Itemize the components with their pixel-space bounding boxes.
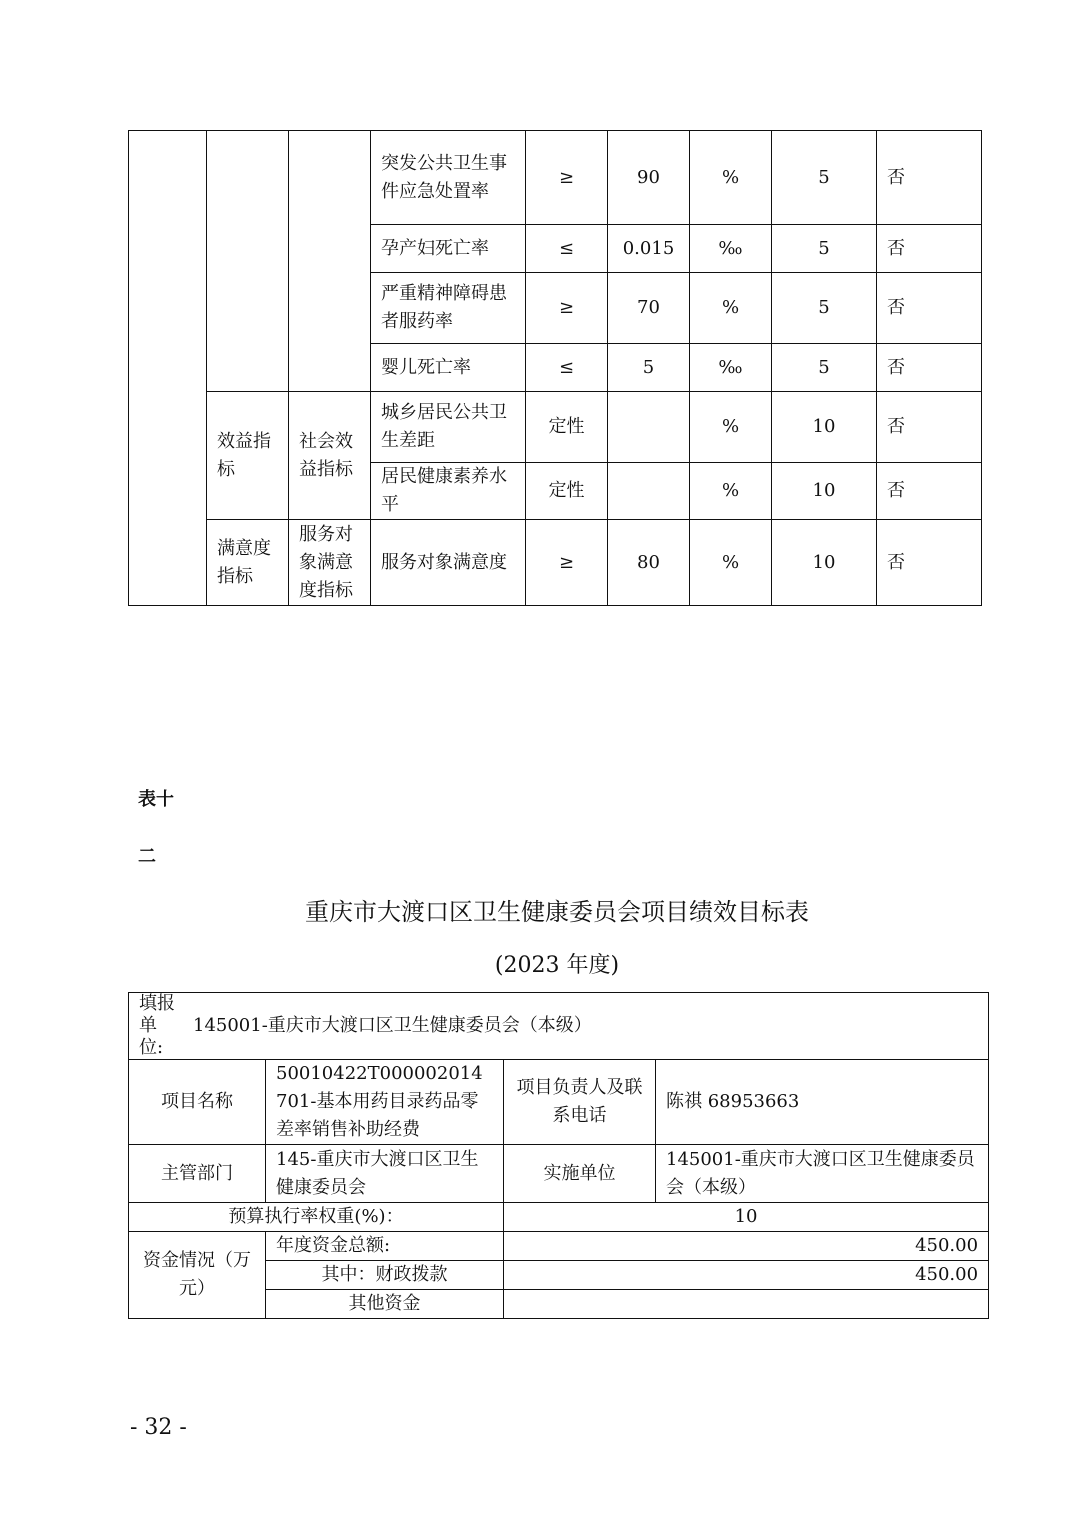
unit: % [690,131,772,225]
operator: ≥ [526,520,608,606]
dept-value: 145-重庆市大渡口区卫生健康委员会 [266,1145,504,1203]
flag: 否 [877,344,982,392]
operator: ≥ [526,273,608,344]
indicator-name: 严重精神障碍患者服药率 [371,273,526,344]
weight: 5 [772,273,877,344]
table-row [129,1145,989,1203]
operator: ≤ [526,225,608,273]
category-level1: 满意度指标 [207,520,289,606]
indicator-name: 服务对象满意度 [371,520,526,606]
unit: % [690,463,772,520]
unit: ‰ [690,344,772,392]
fiscal-funds-label: 其中：财政拨款 [266,1261,504,1290]
operator: 定性 [526,392,608,463]
indicator-name: 婴儿死亡率 [371,344,526,392]
target-value: 5 [608,344,690,392]
other-funds-value [504,1290,989,1319]
flag: 否 [877,131,982,225]
target-value [608,392,690,463]
target-value: 70 [608,273,690,344]
flag: 否 [877,392,982,463]
fill-unit-cell [129,993,989,1060]
page-number: - 32 - [130,1415,187,1440]
operator: ≤ [526,344,608,392]
table-row [129,1060,989,1145]
fill-unit-label: 填报单位: [139,993,175,1058]
budget-weight-label: 预算执行率权重(%)： [129,1203,504,1232]
fiscal-funds-value: 450.00 [504,1261,989,1290]
table-row [129,520,982,606]
impl-unit-label: 实施单位 [504,1145,656,1203]
target-value: 90 [608,131,690,225]
indicator-name: 突发公共卫生事件应急处置率 [371,131,526,225]
project-info-table [128,992,989,1319]
table-row [129,392,982,463]
category-level1: 效益指标 [207,392,289,520]
dept-label: 主管部门 [129,1145,266,1203]
table-row [129,1232,989,1261]
operator: 定性 [526,463,608,520]
table-row [129,1203,989,1232]
target-value: 80 [608,520,690,606]
impl-unit-value: 145001-重庆市大渡口区卫生健康委员会（本级） [656,1145,989,1203]
indicator-table-continued [128,130,982,606]
weight: 10 [772,463,877,520]
annual-total-label: 年度资金总额: [266,1232,504,1261]
contact-value: 陈祺 68953663 [656,1060,989,1145]
budget-weight-value: 10 [504,1203,989,1232]
unit: % [690,520,772,606]
table-number-label: 表十 [138,789,174,810]
weight: 10 [772,392,877,463]
flag: 否 [877,273,982,344]
table-row [129,131,982,225]
unit: ‰ [690,225,772,273]
indicator-name: 城乡居民公共卫生差距 [371,392,526,463]
weight: 5 [772,131,877,225]
indicator-name: 居民健康素养水平 [371,463,526,520]
annual-total-value: 450.00 [504,1232,989,1261]
project-name-value: 50010422T000002014701-基本用药目录药品零差率销售补助经费 [266,1060,504,1145]
fill-unit-value: 145001-重庆市大渡口区卫生健康委员会（本级） [193,1015,592,1036]
weight: 5 [772,225,877,273]
target-value: 0.015 [608,225,690,273]
flag: 否 [877,463,982,520]
unit: % [690,273,772,344]
operator: ≥ [526,131,608,225]
project-name-label: 项目名称 [129,1060,266,1145]
flag: 否 [877,225,982,273]
page-subtitle: (2023 年度) [494,953,620,978]
table-number-label-continued: 二 [138,846,156,867]
funds-label: 资金情况（万元） [129,1232,266,1319]
target-value [608,463,690,520]
contact-label: 项目负责人及联系电话 [504,1060,656,1145]
empty-cell [129,131,207,606]
table-row [129,993,989,1060]
weight: 10 [772,520,877,606]
empty-cell [207,131,289,392]
empty-cell [289,131,371,392]
weight: 5 [772,344,877,392]
indicator-name: 孕产妇死亡率 [371,225,526,273]
page-title: 重庆市大渡口区卫生健康委员会项目绩效目标表 [305,898,809,926]
other-funds-label: 其他资金 [266,1290,504,1319]
flag: 否 [877,520,982,606]
category-level2: 服务对象满意度指标 [289,520,371,606]
unit: % [690,392,772,463]
category-level2: 社会效益指标 [289,392,371,520]
